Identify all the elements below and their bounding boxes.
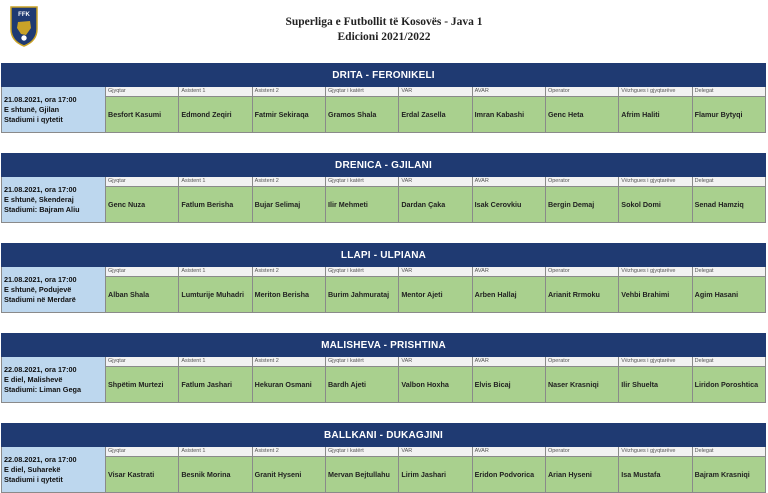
official-name: Imran Kabashi [473, 97, 545, 132]
role-label: AVAR [473, 87, 545, 97]
role-label: VAR [399, 447, 471, 457]
match-stadium: Stadiumi i qytetit [4, 114, 63, 124]
official-cell [106, 447, 179, 492]
role-label: Gjyqtar [106, 87, 178, 97]
role-label: Delegat [693, 87, 765, 97]
match-stadium: Stadiumi i qytetit [4, 474, 63, 484]
match-info [2, 447, 106, 492]
role-label: Gjyqtar i katërt [326, 267, 398, 277]
official-cell [326, 447, 399, 492]
official-name: Senad Hamziq [693, 187, 765, 222]
official-name: Flamur Bytyqi [693, 97, 765, 132]
role-label: Asistent 2 [253, 357, 325, 367]
match-block [1, 243, 766, 313]
official-name: Fatlum Jashari [179, 367, 251, 402]
role-label: Delegat [693, 447, 765, 457]
officials-row [106, 267, 765, 312]
official-cell [179, 177, 252, 222]
role-label: Vëzhgues i gjyqtarëve [619, 177, 691, 187]
official-cell [546, 267, 619, 312]
official-cell [399, 267, 472, 312]
role-label: VAR [399, 177, 471, 187]
official-cell [179, 357, 252, 402]
official-cell [253, 357, 326, 402]
official-cell [399, 447, 472, 492]
official-name: Gramos Shala [326, 97, 398, 132]
official-name: Arben Hallaj [473, 277, 545, 312]
match-stadium: Stadiumi në Merdarë [4, 294, 76, 304]
role-label: Gjyqtar i katërt [326, 177, 398, 187]
official-cell [106, 177, 179, 222]
match-title: DRITA - FERONIKELI [1, 63, 766, 87]
official-name: Genc Nuza [106, 187, 178, 222]
role-label: Operator [546, 357, 618, 367]
official-name: Burim Jahmurataj [326, 277, 398, 312]
role-label: VAR [399, 267, 471, 277]
official-cell [473, 177, 546, 222]
match-date: 21.08.2021, ora 17:00 [4, 184, 77, 194]
official-name: Elvis Bicaj [473, 367, 545, 402]
official-name: Lirim Jashari [399, 457, 471, 492]
role-label: AVAR [473, 447, 545, 457]
match-block [1, 153, 766, 223]
official-cell [693, 447, 765, 492]
role-label: Asistent 1 [179, 267, 251, 277]
official-name: Valbon Hoxha [399, 367, 471, 402]
role-label: Delegat [693, 177, 765, 187]
official-name: Besfort Kasumi [106, 97, 178, 132]
official-cell [619, 447, 692, 492]
role-label: Delegat [693, 267, 765, 277]
officials-row [106, 177, 765, 222]
official-cell [546, 357, 619, 402]
match-place: E shtunë, Gjilan [4, 104, 60, 114]
official-name: Visar Kastrati [106, 457, 178, 492]
official-cell [546, 177, 619, 222]
official-cell [399, 357, 472, 402]
official-cell [253, 267, 326, 312]
role-label: Gjyqtar [106, 267, 178, 277]
match-place: E diel, Suharekë [4, 464, 61, 474]
match-block [1, 333, 766, 403]
official-name: Fatlum Berisha [179, 187, 251, 222]
official-name: Bergin Demaj [546, 187, 618, 222]
official-name: Ilir Mehmeti [326, 187, 398, 222]
role-label: VAR [399, 87, 471, 97]
official-name: Hekuran Osmani [253, 367, 325, 402]
official-name: Sokol Domi [619, 187, 691, 222]
officials-row [106, 87, 765, 132]
official-cell [473, 87, 546, 132]
role-label: Operator [546, 177, 618, 187]
official-name: Shpëtim Murtezi [106, 367, 178, 402]
official-cell [693, 357, 765, 402]
role-label: Gjyqtar i katërt [326, 87, 398, 97]
match-info [2, 177, 106, 222]
match-stadium: Stadiumi: Liman Gega [4, 384, 82, 394]
role-label: Vëzhgues i gjyqtarëve [619, 87, 691, 97]
official-cell [473, 357, 546, 402]
official-name: Besnik Morina [179, 457, 251, 492]
role-label: Gjyqtar i katërt [326, 447, 398, 457]
official-name: Genc Heta [546, 97, 618, 132]
match-date: 22.08.2021, ora 17:00 [4, 454, 77, 464]
official-cell [106, 357, 179, 402]
role-label: Gjyqtar [106, 357, 178, 367]
official-name: Fatmir Sekiraqa [253, 97, 325, 132]
match-details [1, 267, 766, 313]
match-place: E diel, Malishevë [4, 374, 63, 384]
official-cell [326, 177, 399, 222]
official-name: Arianit Rrmoku [546, 277, 618, 312]
official-cell [693, 177, 765, 222]
match-details [1, 87, 766, 133]
official-name: Lumturije Muhadri [179, 277, 251, 312]
official-name: Mentor Ajeti [399, 277, 471, 312]
official-name: Vehbi Brahimi [619, 277, 691, 312]
official-name: Liridon Poroshtica [693, 367, 765, 402]
official-cell [473, 447, 546, 492]
official-name: Edmond Zeqiri [179, 97, 251, 132]
match-title: BALLKANI - DUKAGJINI [1, 423, 766, 447]
role-label: Asistent 2 [253, 267, 325, 277]
official-cell [619, 87, 692, 132]
official-cell [106, 87, 179, 132]
match-place: E shtunë, Podujevë [4, 284, 72, 294]
official-cell [253, 177, 326, 222]
role-label: Vëzhgues i gjyqtarëve [619, 447, 691, 457]
match-details [1, 177, 766, 223]
match-info [2, 357, 106, 402]
officials-row [106, 447, 765, 492]
role-label: Gjyqtar i katërt [326, 357, 398, 367]
official-name: Afrim Haliti [619, 97, 691, 132]
official-name: Alban Shala [106, 277, 178, 312]
role-label: Asistent 2 [253, 87, 325, 97]
document-title: Superliga e Futbollit të Kosovës - Java 1 [285, 16, 483, 28]
role-label: Asistent 1 [179, 447, 251, 457]
official-cell [179, 267, 252, 312]
role-label: Asistent 2 [253, 447, 325, 457]
role-label: AVAR [473, 177, 545, 187]
role-label: Asistent 1 [179, 87, 251, 97]
match-block [1, 63, 766, 133]
official-name: Isa Mustafa [619, 457, 691, 492]
official-name: Dardan Çaka [399, 187, 471, 222]
official-name: Arian Hyseni [546, 457, 618, 492]
official-name: Erdal Zasella [399, 97, 471, 132]
role-label: Vëzhgues i gjyqtarëve [619, 357, 691, 367]
official-cell [619, 357, 692, 402]
role-label: Gjyqtar [106, 447, 178, 457]
role-label: Operator [546, 447, 618, 457]
official-name: Ilir Shuelta [619, 367, 691, 402]
official-cell [546, 87, 619, 132]
match-place: E shtunë, Skenderaj [4, 194, 74, 204]
match-title: LLAPI - ULPIANA [1, 243, 766, 267]
official-name: Eridon Podvorica [473, 457, 545, 492]
official-name: Isak Cerovkiu [473, 187, 545, 222]
official-name: Bajram Krasniqi [693, 457, 765, 492]
official-name: Agim Hasani [693, 277, 765, 312]
official-cell [693, 267, 765, 312]
role-label: Vëzhgues i gjyqtarëve [619, 267, 691, 277]
match-stadium: Stadiumi: Bajram Aliu [4, 204, 80, 214]
official-cell [326, 267, 399, 312]
role-label: Asistent 1 [179, 177, 251, 187]
official-cell [619, 267, 692, 312]
official-cell [546, 447, 619, 492]
match-info [2, 267, 106, 312]
official-cell [473, 267, 546, 312]
match-title: MALISHEVA - PRISHTINA [1, 333, 766, 357]
match-date: 21.08.2021, ora 17:00 [4, 274, 77, 284]
role-label: VAR [399, 357, 471, 367]
match-date: 21.08.2021, ora 17:00 [4, 94, 77, 104]
role-label: AVAR [473, 267, 545, 277]
role-label: Operator [546, 87, 618, 97]
match-details [1, 447, 766, 493]
official-name: Naser Krasniqi [546, 367, 618, 402]
match-title: DRENICA - GJILANI [1, 153, 766, 177]
official-cell [326, 87, 399, 132]
official-cell [693, 87, 765, 132]
official-cell [399, 177, 472, 222]
match-details [1, 357, 766, 403]
official-cell [253, 447, 326, 492]
logo-text: FFK [18, 12, 30, 18]
match-info [2, 87, 106, 132]
role-label: Gjyqtar [106, 177, 178, 187]
role-label: Operator [546, 267, 618, 277]
official-name: Meriton Berisha [253, 277, 325, 312]
official-cell [179, 447, 252, 492]
role-label: AVAR [473, 357, 545, 367]
role-label: Asistent 1 [179, 357, 251, 367]
official-cell [106, 267, 179, 312]
role-label: Delegat [693, 357, 765, 367]
officials-row [106, 357, 765, 402]
role-label: Asistent 2 [253, 177, 325, 187]
official-name: Bujar Selimaj [253, 187, 325, 222]
document-subtitle: Edicioni 2021/2022 [337, 31, 431, 43]
official-cell [399, 87, 472, 132]
official-name: Mervan Bejtullahu [326, 457, 398, 492]
match-date: 22.08.2021, ora 17:00 [4, 364, 77, 374]
official-cell [326, 357, 399, 402]
official-cell [253, 87, 326, 132]
official-cell [179, 87, 252, 132]
official-name: Granit Hyseni [253, 457, 325, 492]
match-block [1, 423, 766, 493]
official-cell [619, 177, 692, 222]
official-name: Bardh Ajeti [326, 367, 398, 402]
